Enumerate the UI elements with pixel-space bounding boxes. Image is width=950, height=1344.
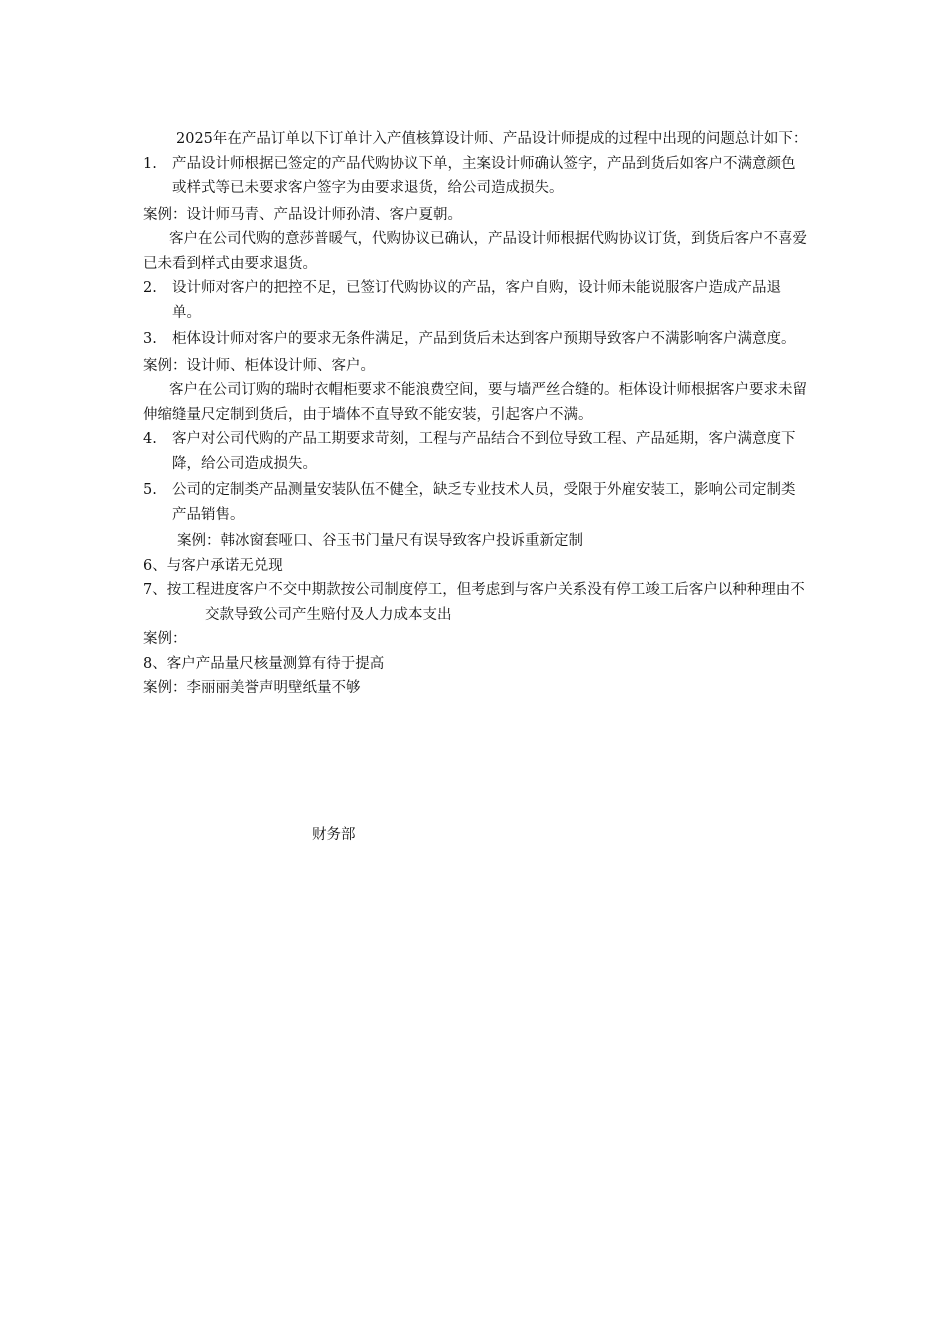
list-item-6: 6、与客户承诺无兑现 [143,557,283,574]
list-number: 3. [143,331,157,347]
list-item-3 [143,327,808,352]
list-text: 柜体设计师对客户的要求无条件满足，产品到货后未达到客户预期导致客户不满影响客户满意度。 [172,331,796,347]
case-title: 案例： [143,631,187,647]
list-text: 客户对公司代购的产品工期要求苛刻，工程与产品结合不到位导致工程、产品延期，客户满意度下降，给公司造成损失。 [172,431,796,472]
list-item-8: 8、客户产品量尺核量测算有待于提高 [143,655,385,672]
intro-paragraph: 2025年在产品订单以下订单计入产值核算设计师、产品设计师提成的过程中出现的问题总计如下： [176,131,808,147]
list-number: 1. [143,155,157,172]
case-line: 案例：韩冰窗套哑口、谷玉书门量尺有误导致客户投诉重新定制 [177,533,583,549]
case-title: 案例：设计师、柜体设计师、客户。 [143,357,375,374]
list-number: 2. [143,280,157,296]
list-text: 设计师对客户的把控不足，已签订代购协议的产品，客户自购，设计师未能说服客户造成产品退单。 [172,280,781,321]
list-item-4 [143,427,808,476]
list-number: 5. [143,482,157,498]
list-text: 公司的定制类产品测量安装队伍不健全，缺乏专业技术人员，受限于外雇安装工，影响公司定制类产品销售。 [172,482,796,523]
list-item-1 [143,152,808,201]
case-body: 客户在公司代购的意莎普暖气，代购协议已确认，产品设计师根据代购协议订货，到货后客户不喜爱已未看到样式由要求退货。 [143,231,807,272]
list-item-5 [143,478,808,527]
case-body: 客户在公司订购的瑞时衣帽柜要求不能浪费空间，要与墙严丝合缝的。柜体设计师根据客户要求未留伸缩缝量尺定制到货后，由于墙体不直导致不能安装，引起客户不满。 [143,382,807,423]
list-item-2 [143,276,808,325]
case-title: 案例：设计师马青、产品设计师孙清、客户夏朝。 [143,206,462,223]
list-item-7: 7、按工程进度客户不交中期款按公司制度停工，但考虑到与客户关系没有停工竣工后客户以种种理由不交款导致公司产生赔付及人力成本支出 [143,582,805,623]
case-title: 案例：李丽丽美誉声明壁纸量不够 [143,680,361,696]
list-text: 产品设计师根据已签定的产品代购协议下单，主案设计师确认签字，产品到货后如客户不满意颜色或样式等已未要求客户签字为由要求退货，给公司造成损失。 [172,155,796,196]
list-number: 4. [143,431,157,447]
signature-department: 财务部 [312,827,356,843]
document-body [143,127,808,701]
